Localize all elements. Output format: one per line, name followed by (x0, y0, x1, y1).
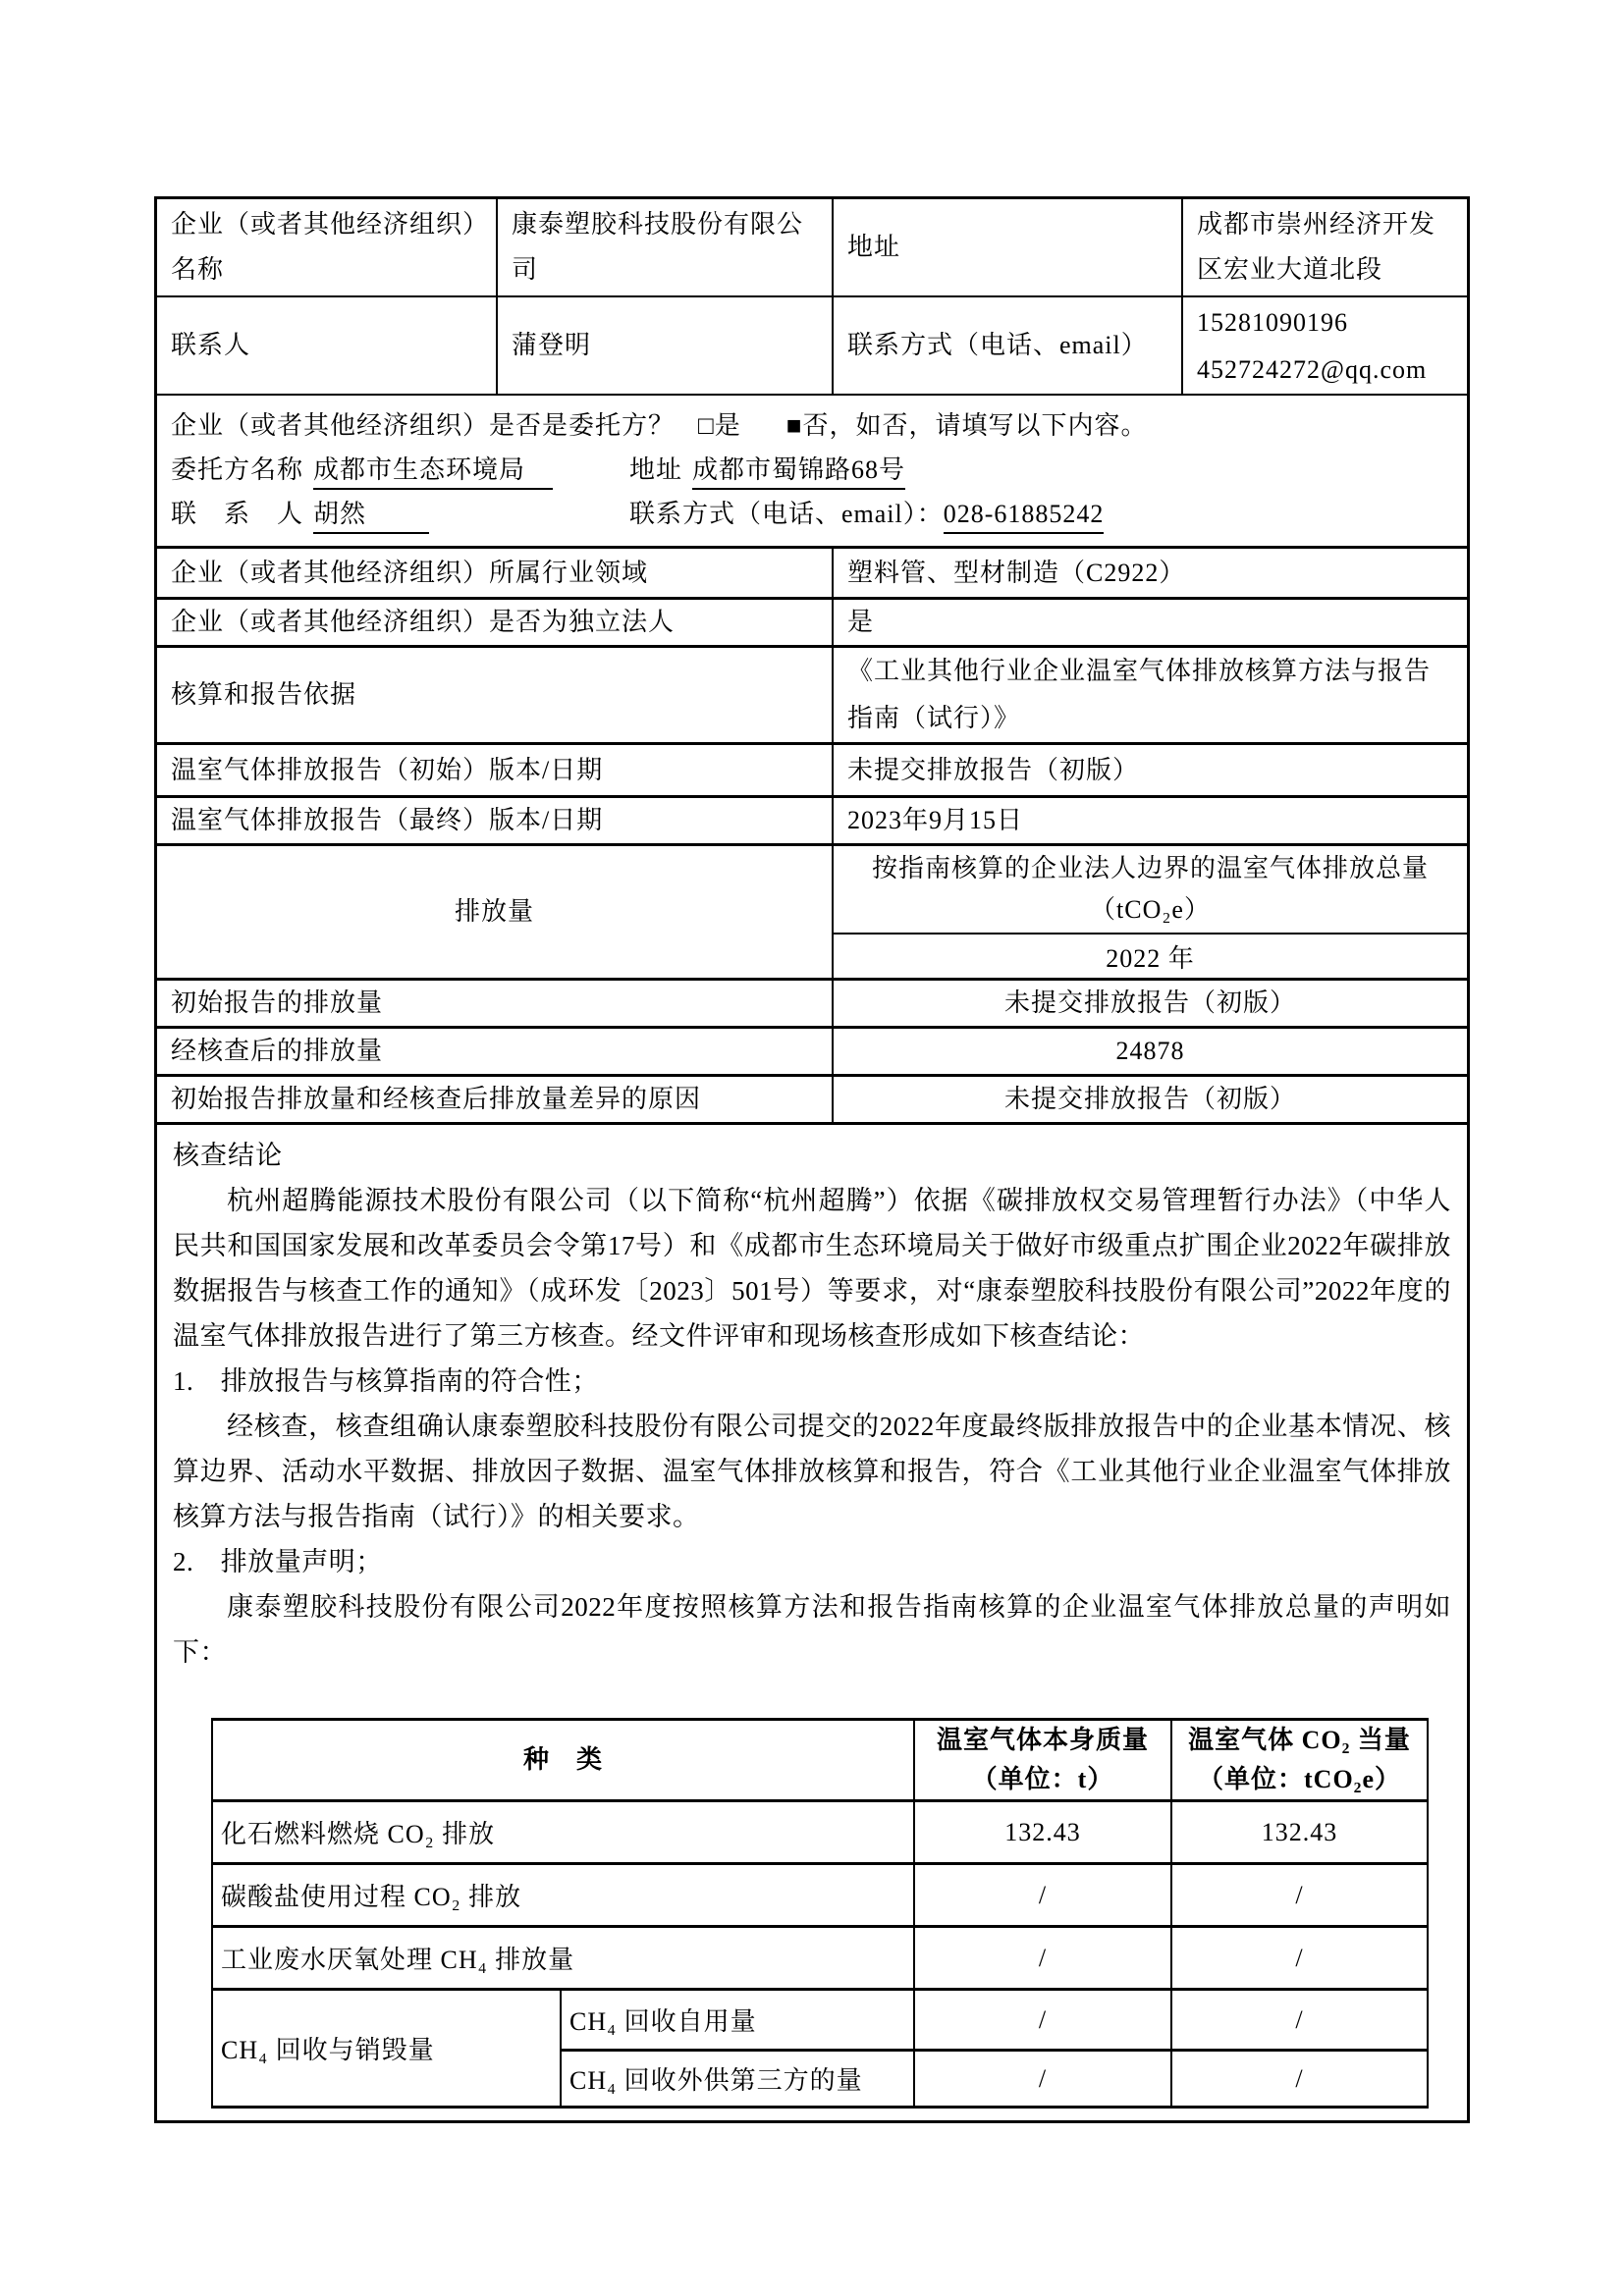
species-mass-value: 132.43 (914, 1801, 1171, 1864)
contact-person-value: 蒲登明 (496, 297, 832, 394)
delegator-address-value: 成都市蜀锦路68号 (692, 453, 905, 490)
conclusion-section (157, 1125, 1467, 2120)
ghg-species-table (211, 1718, 1429, 2109)
emission-total-caption-line1: 按指南核算的企业法人边界的温室气体排放总量 (871, 854, 1429, 882)
contact-method-label: 联系方式（电话、email） (832, 297, 1181, 394)
species-row-wastewater (212, 1927, 1428, 1990)
species-co2e-value: / (1171, 1927, 1428, 1990)
delegator-name-value: 成都市生态环境局 (313, 453, 553, 490)
species-col-mass: 温室气体本身质量（单位：t） (914, 1720, 1171, 1801)
verification-summary-table (154, 196, 1470, 2123)
species-co2e-value: / (1171, 1864, 1428, 1927)
delegator-name-label: 委托方名称 (171, 455, 304, 484)
emission-total-caption (834, 846, 1467, 934)
industry-value: 塑料管、型材制造（C2922） (832, 549, 1467, 597)
checkbox-no: ■否，如否，请填写以下内容。 (785, 411, 1148, 440)
final-report-label: 温室气体排放报告（最终）版本/日期 (171, 806, 604, 834)
difference-reason-label: 初始报告排放量和经核查后排放量差异的原因 (171, 1085, 702, 1113)
row-final-report (157, 795, 1467, 843)
species-mass-value: / (914, 1927, 1171, 1990)
species-col-type: 种 类 (212, 1720, 914, 1801)
conclusion-paragraph-2: 经核查，核查组确认康泰塑胶科技股份有限公司提交的2022年度最终版排放报告中的企业基本情况、核算边界、活动水平数据、排放因子数据、温室气体排放核算和报告，符合《工业其他行业企业温室气体排放核算方法与报告指南（试行）》的相关要求。 (173, 1412, 1451, 1531)
legal-person-value: 是 (832, 600, 1467, 645)
contact-email: 452724272@qq.com (1197, 355, 1428, 384)
species-row-fossil (212, 1801, 1428, 1864)
contact-method-value (1181, 297, 1467, 394)
species-co2e-value: 132.43 (1171, 1801, 1428, 1864)
delegation-question-line (171, 403, 1453, 448)
delegation-block (157, 396, 1467, 546)
emission-header-right (832, 846, 1467, 978)
species-co2e-value: / (1171, 2051, 1428, 2108)
row-industry (157, 546, 1467, 597)
verified-emission-value: 24878 (832, 1029, 1467, 1074)
initial-report-value: 未提交排放报告（初版） (832, 745, 1467, 795)
species-label: 工业废水厌氧处理 CH₄ 排放量 (212, 1927, 914, 1990)
species-label: 化石燃料燃烧 CO₂ 排放 (212, 1801, 914, 1864)
row-contact (157, 295, 1467, 394)
delegator-method-label: 联系方式（电话、email）： (629, 500, 944, 528)
row-initial-report (157, 742, 1467, 795)
contact-phone: 15281090196 (1197, 308, 1348, 337)
industry-label: 企业（或者其他经济组织）所属行业领域 (171, 558, 649, 587)
species-col-co2e: 温室气体 CO₂ 当量（单位：tCO₂e） (1171, 1720, 1428, 1801)
row-legal-person (157, 597, 1467, 645)
species-mass-value: / (914, 1990, 1171, 2051)
species-sub-label: CH₄ 回收自用量 (561, 1990, 914, 2051)
verified-emission-label: 经核查后的排放量 (171, 1037, 384, 1065)
company-name-label: 企业（或者其他经济组织）名称 (171, 210, 477, 284)
emission-label: 排放量 (454, 897, 534, 926)
row-conclusion (157, 1122, 1467, 2120)
species-co2e-value: / (1171, 1990, 1428, 2051)
conclusion-title: 核查结论 (173, 1141, 283, 1170)
species-mass-value: / (914, 2051, 1171, 2108)
checkbox-yes: □是 (698, 411, 741, 440)
contact-person-label: 联系人 (171, 331, 251, 359)
species-sub-label: CH₄ 回收外供第三方的量 (561, 2051, 914, 2108)
conclusion-item-1: 1. 排放报告与核算指南的符合性； (173, 1366, 599, 1396)
delegation-name-line (171, 448, 1453, 492)
row-verified-emission (157, 1026, 1467, 1074)
address-label: 地址 (832, 199, 1181, 295)
row-delegation (157, 394, 1467, 546)
delegator-method-value: 028-61885242 (944, 497, 1105, 534)
row-difference-reason (157, 1074, 1467, 1122)
difference-reason-value: 未提交排放报告（初版） (832, 1077, 1467, 1122)
conclusion-paragraph-1: 杭州超腾能源技术股份有限公司（以下简称“杭州超腾”）依据《碳排放权交易管理暂行办法》（中华人民共和国国家发展和改革委员会令第17号）和《成都市生态环境局关于做好市级重点扩围企业2022年碳排放数据报告与核查工作的通知》（成环发〔2023〕501号）等要求，对“康泰塑胶科技股份有限公司”2022年度的温室气体排放报告进行了第三方核查。经文件评审和现场核查形成如下核查结论： (173, 1186, 1451, 1351)
species-mass-value: / (914, 1864, 1171, 1927)
initial-report-label: 温室气体排放报告（初始）版本/日期 (171, 755, 604, 784)
row-company (157, 199, 1467, 295)
initial-emission-value: 未提交排放报告（初版） (832, 981, 1467, 1026)
species-row-carbonate (212, 1864, 1428, 1927)
initial-emission-label: 初始报告的排放量 (171, 988, 384, 1017)
row-initial-emission (157, 978, 1467, 1026)
conclusion-item-2: 2. 排放量声明； (173, 1547, 383, 1576)
basis-label: 核算和报告依据 (171, 680, 357, 709)
address-value: 成都市崇州经济开发区宏业大道北段 (1181, 199, 1467, 295)
species-label: 碳酸盐使用过程 CO₂ 排放 (212, 1864, 914, 1927)
delegator-contact-value: 胡然 (313, 497, 429, 534)
species-header-row (212, 1720, 1428, 1801)
delegator-address-label: 地址 (629, 455, 683, 484)
row-emission-header (157, 843, 1467, 978)
final-report-value: 2023年9月15日 (832, 798, 1467, 843)
company-name-value: 康泰塑胶科技股份有限公司 (496, 199, 832, 295)
legal-person-label: 企业（或者其他经济组织）是否为独立法人 (171, 608, 676, 636)
ch4-recovery-group-label: CH₄ 回收与销毁量 (212, 1990, 561, 2108)
delegation-question: 企业（或者其他经济组织）是否是委托方？ (171, 411, 676, 440)
emission-total-caption-line2: （tCO₂e） (1090, 895, 1211, 924)
delegation-contact-line (171, 492, 1453, 536)
emission-year: 2022 年 (1106, 943, 1195, 973)
species-row-ch4-self (212, 1990, 1428, 2051)
basis-value: 《工业其他行业企业温室气体排放核算方法与报告指南（试行）》 (832, 648, 1467, 742)
delegator-contact-label: 联 系 人 (171, 500, 304, 528)
conclusion-paragraph-3: 康泰塑胶科技股份有限公司2022年度按照核算方法和报告指南核算的企业温室气体排放总量的声明如下： (173, 1592, 1451, 1667)
row-basis (157, 645, 1467, 742)
